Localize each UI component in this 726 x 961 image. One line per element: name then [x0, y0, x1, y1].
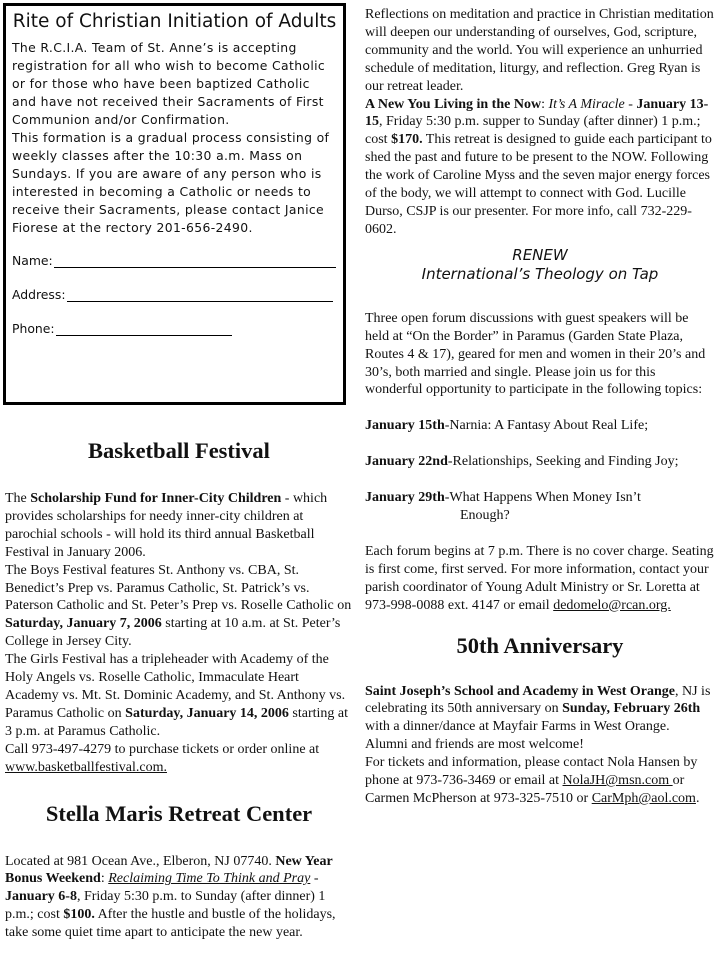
stella-paragraph-2 [365, 96, 715, 239]
renew-intro: Three open forum discussions with guest speakers will be held at “On the Border” in Paramus (Garden State Plaza, Routes 4 & 17), geared for men and women in their 20’s and 30’s, both married and single. Please join us for this wonderful opportunity to participate in the following topics: [365, 310, 706, 398]
text-run: starting at 3 p.m. at Paramus Catholic. [5, 705, 349, 739]
renew-heading [365, 246, 715, 284]
name-label: Name: [12, 253, 53, 268]
text-run: Located at 981 Ocean Ave., Elberon, NJ 07740. [5, 853, 276, 869]
text-run: , NJ is celebrating its 50th anniversary on [365, 683, 711, 717]
basketball-paragraph-3 [5, 651, 353, 741]
stella-paragraph-1-continued [365, 6, 715, 96]
basketball-paragraph-4 [5, 741, 353, 777]
text-run: with a dinner/dance at Mayfair Farms in West Orange. Alumni and friends are most welcome! [365, 719, 670, 753]
address-label: Address: [12, 287, 66, 302]
text-run: Call 973-497-4279 to purchase tickets or order online at [5, 741, 320, 757]
new-year-bonus-weekend: New Year Bonus Weekend [5, 853, 333, 887]
text-run: or Carmen McPherson at 973-325-7510 or [365, 773, 685, 806]
text-run: starting at 10 a.m. at St. Peter’s College in Jersey City. [5, 616, 341, 650]
rcia-paragraph-1: The R.C.I.A. Team of St. Anne’s is accepting registration for all who wish to become Catholic or for those who have been baptized Catholic and have not received their Sacraments of First Communion and/or Confirmation. [12, 40, 326, 127]
text-run: For tickets and information, please contact Nola Hansen by phone at 973-736-3469 or email at [365, 755, 698, 789]
renew-email-link[interactable]: dedomelo@rcan.org. [553, 597, 671, 613]
renew-heading-line-2: International’s Theology on Tap [421, 264, 659, 283]
retreat-subtitle: It’s A Miracle [548, 96, 625, 112]
text-run: The Boys Festival features St. Anthony vs. CBA, St. Benedict’s Prep vs. Paramus Catholic, St. Patrick’s vs. Paterson Catholic and St. Peter’s Prep vs. Roselle Catholic on [5, 562, 352, 614]
stella-paragraph-1-start [5, 853, 353, 943]
name-blank-line[interactable] [54, 255, 336, 268]
text-run: : [541, 96, 549, 112]
text-run: - which provides scholarships for needy inner-city children at parochial schools - will hold its third annual Basketball Festival in January 2006. [5, 491, 328, 560]
topic-text: -What Happens When Money Isn’t [444, 490, 641, 506]
retreat-cost: $100. [63, 907, 95, 923]
new-you-retreat-title: A New You Living in the Now [365, 96, 542, 112]
rcia-box [3, 3, 346, 405]
text-run: Reflections on meditation and practice in Christian meditation will deepen our understanding of ourselves, God, scripture, community and the world. You will experience an unhurried schedule of meditation, liturgy, and reflection. Greg Ryan is our retreat leader. [365, 7, 714, 94]
rcia-paragraph-2: This formation is a gradual process consisting of weekly classes after the 10:30 a.m. Mass on Sundays. If you are aware of any person who is interested in becoming a Catholic or needs to receive their Sacraments, please contact Janice Fiorese at the rectory 201-656-2490. [12, 130, 330, 235]
retreat-2-dates: January 13-15 [365, 96, 709, 130]
text-run: This retreat is designed to guide each participant to shed the past and future to be present to the NOW. Following the work of Caroline Myss and the seven major energy forces of the body, we will attempt to connect with God. Lucille Durso, CSJP is our presenter. For more info, call 732-229-0602. [365, 132, 712, 237]
basketball-paragraph-1 [5, 490, 353, 562]
basketball-headline: Basketball Festival [88, 438, 270, 463]
nola-email-link[interactable]: NolaJH@msn.com [562, 773, 673, 789]
carmen-email-link[interactable]: CarMph@aol.com [591, 791, 696, 806]
anniversary-date: Sunday, February 26th [562, 701, 701, 717]
name-field[interactable] [12, 253, 337, 268]
text-run: After the hustle and bustle of the holidays, take some quiet time apart to anticipate the new year. [5, 907, 336, 941]
phone-field[interactable] [12, 321, 337, 336]
address-field[interactable] [12, 287, 337, 302]
scholarship-fund-name: Scholarship Fund for Inner-City Children [30, 491, 282, 506]
retreat-title: Reclaiming Time To Think and Pray [108, 871, 311, 887]
topic-text: -Relationships, Seeking and Finding Joy; [447, 454, 679, 470]
retreat-2-cost: $170. [391, 132, 423, 148]
phone-label: Phone: [12, 321, 55, 336]
anniversary-paragraph-2 [365, 754, 715, 808]
stella-maris-headline: Stella Maris Retreat Center [45, 800, 313, 826]
renew-heading-line-1: RENEW [512, 245, 568, 264]
renew-topic-1 [365, 417, 715, 435]
topic-text: -Narnia: A Fantasy About Real Life; [444, 418, 649, 434]
topic-date: January 29th [365, 490, 445, 506]
renew-topic-2 [365, 453, 715, 471]
text-run: . [695, 791, 700, 806]
school-name: Saint Joseph’s School and Academy in West Orange [365, 683, 675, 699]
renew-topic-3 [365, 489, 715, 507]
text-run: Each forum begins at 7 p.m. There is no cover charge. Seating is first come, first served. For more information, contact your parish coordinator of Young Adult Ministry or Sr. Loretta at 973-998-0088 ext. 4147 or email [365, 543, 714, 613]
retreat-dates: January 6-8 [5, 889, 77, 905]
renew-topic-3-continued: Enough? [460, 508, 510, 524]
anniversary-paragraph-1 [365, 683, 715, 755]
text-run: , Friday 5:30 p.m. supper to Sunday (after dinner) 1 p.m.; cost [365, 114, 701, 148]
topic-date: January 22nd [365, 454, 448, 470]
basketball-festival-link[interactable]: www.basketballfestival.com. [5, 759, 167, 775]
text-run: : [100, 871, 109, 887]
text-run: - [624, 96, 637, 112]
renew-closing [365, 543, 715, 615]
phone-blank-line[interactable] [56, 323, 232, 336]
text-run: - [310, 871, 319, 887]
address-blank-line[interactable] [67, 289, 333, 302]
text-run: , Friday 5:30 p.m. to Sunday (after dinner) 1 p.m.; cost [5, 889, 326, 923]
girls-festival-date: Saturday, January 14, 2006 [125, 705, 289, 721]
right-column [365, 6, 715, 808]
boys-festival-date: Saturday, January 7, 2006 [5, 616, 162, 632]
rcia-title: Rite of Christian Initiation of Adults [12, 11, 337, 32]
text-run: The [5, 491, 31, 506]
text-run: The Girls Festival has a tripleheader with Academy of the Holy Angels vs. Roselle Catholic, Immaculate Heart Academy vs. Mt. St. Dominic Academy, and St. Anthony vs. Paramus Catholic on [5, 652, 346, 721]
anniversary-headline: 50th Anniversary [456, 632, 624, 658]
left-column [5, 438, 353, 942]
topic-date: January 15th [365, 418, 445, 434]
basketball-paragraph-2 [5, 562, 353, 652]
